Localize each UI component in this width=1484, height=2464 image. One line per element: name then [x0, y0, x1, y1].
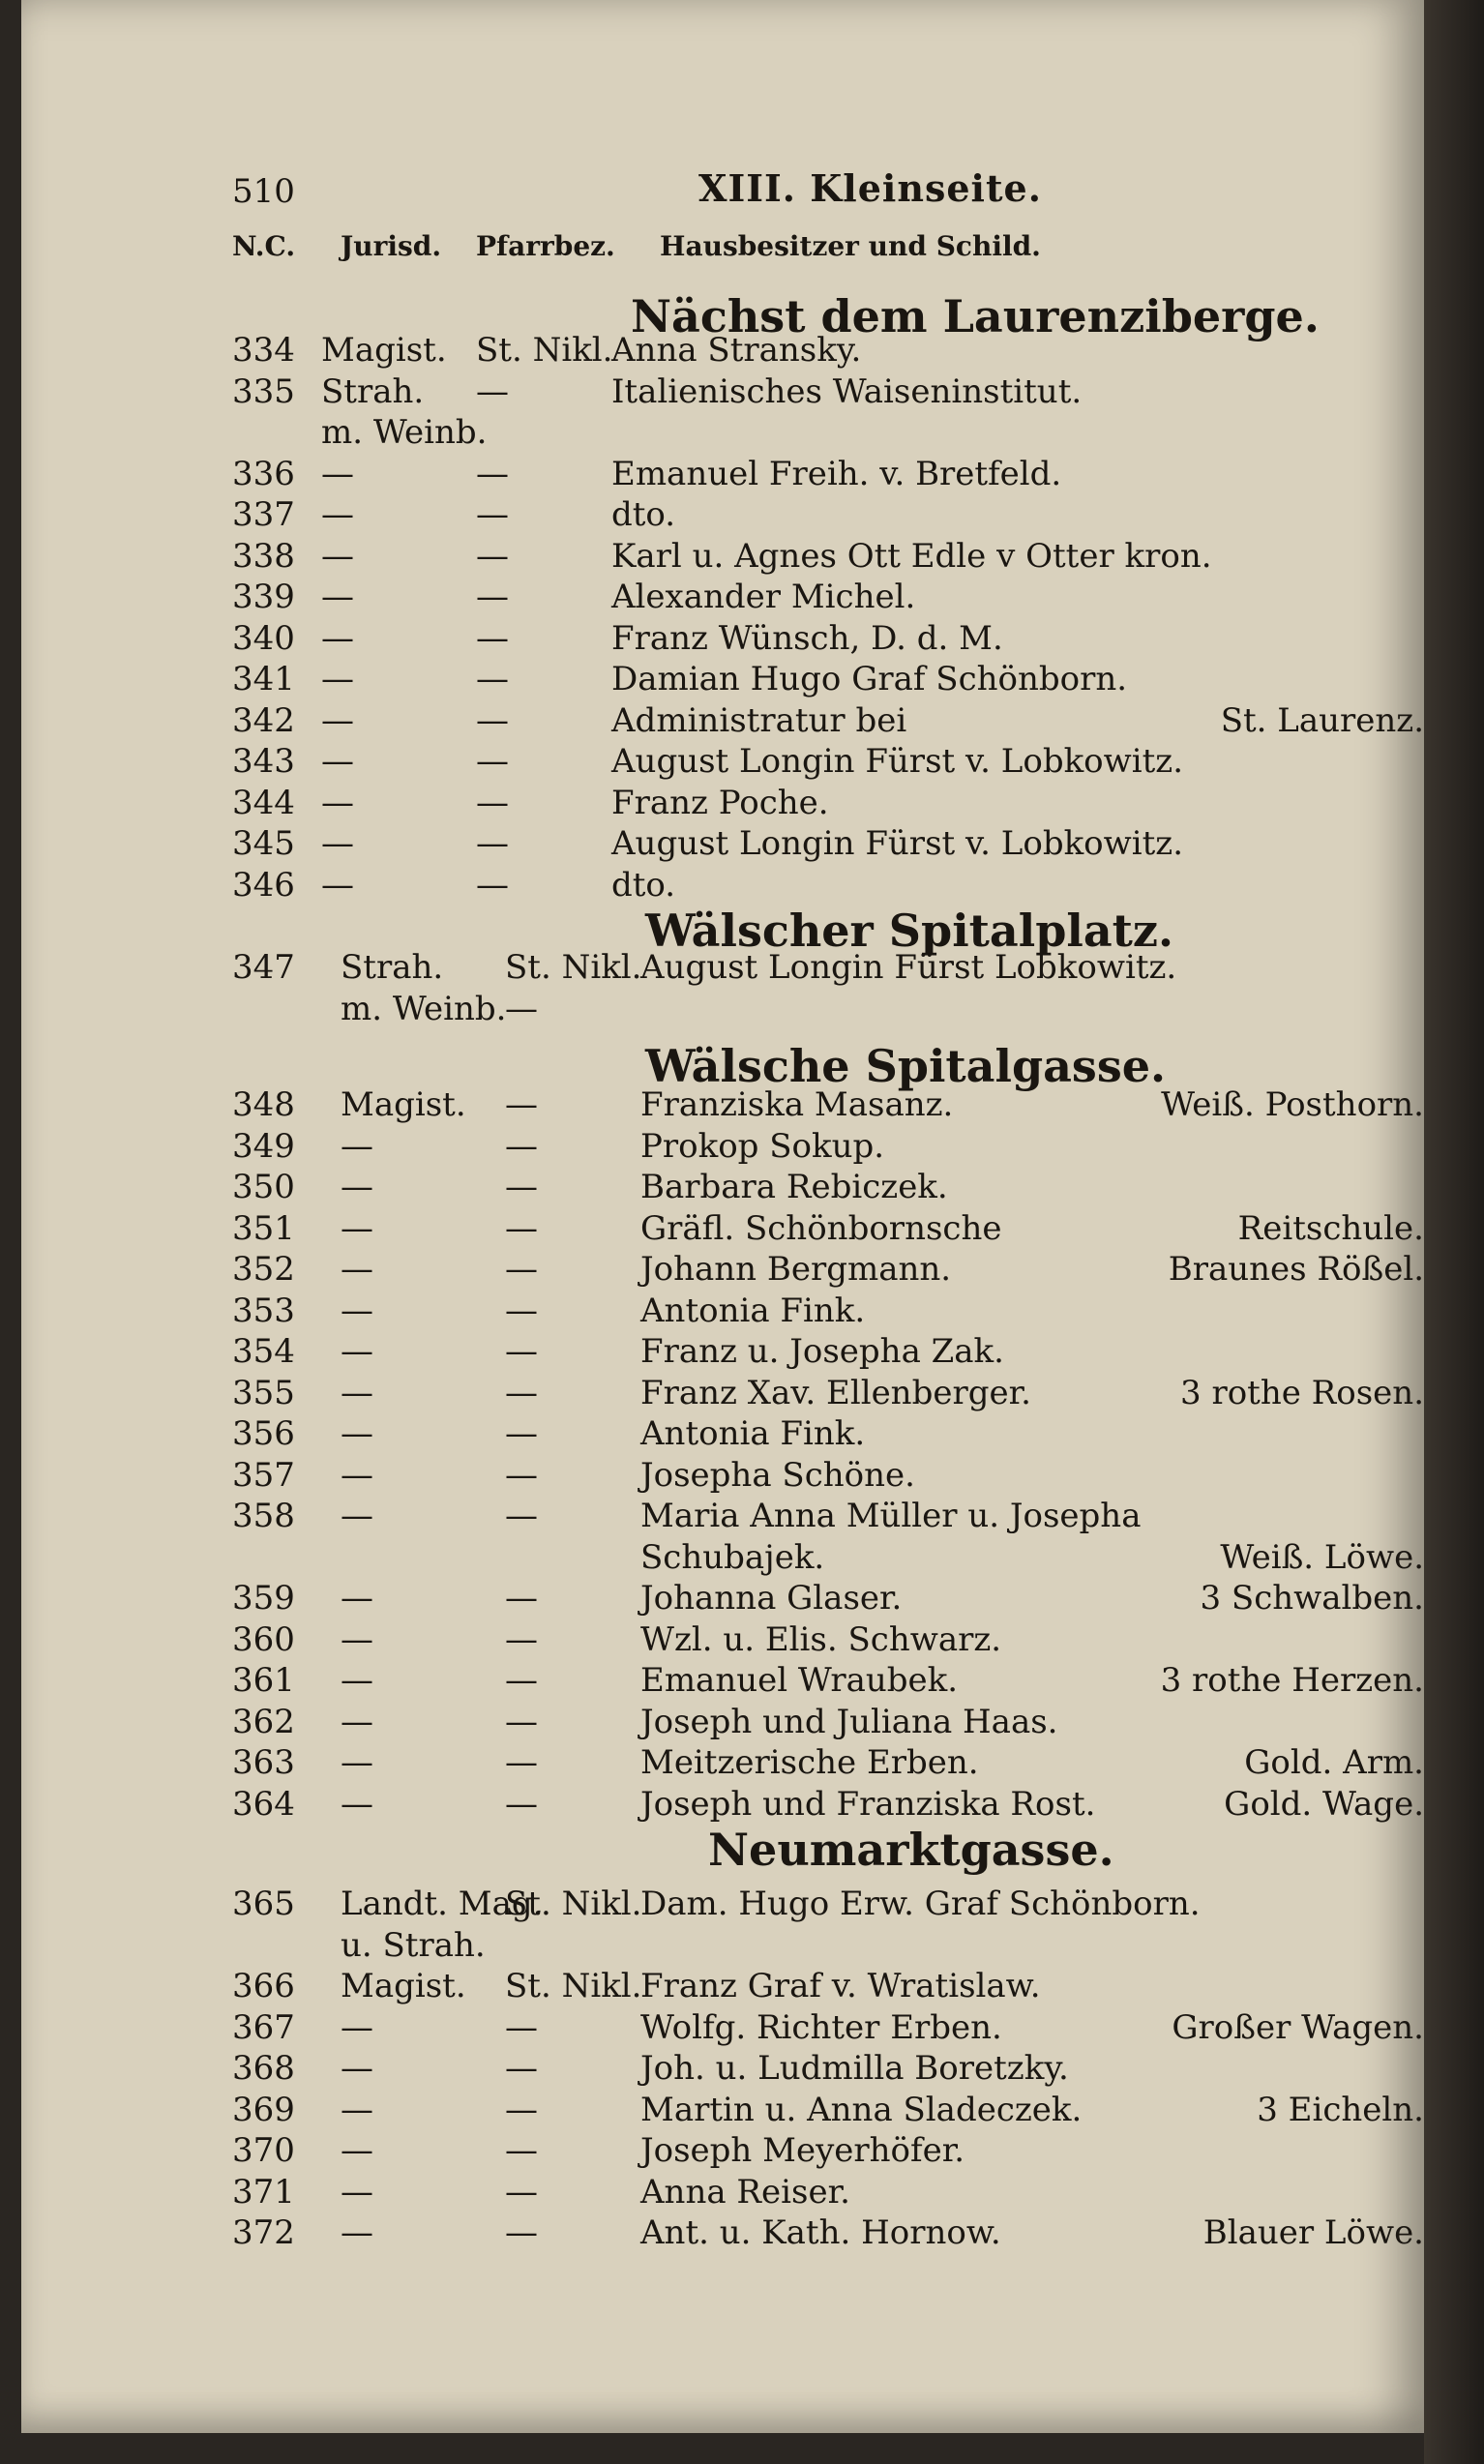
jurisdiction: —	[341, 1126, 373, 1166]
house-number: 362	[232, 1702, 295, 1741]
jurisdiction: —	[321, 618, 354, 658]
section-title: Wälsche Spitalgasse.	[645, 1040, 1167, 1092]
table-row	[21, 742, 1424, 783]
house-number: 370	[232, 2131, 295, 2170]
owner: Franz Poche.	[611, 783, 829, 822]
parish: —	[476, 700, 509, 740]
jurisdiction: —	[341, 1414, 373, 1453]
owner: Anna Stransky.	[611, 331, 862, 370]
jurisdiction: —	[341, 1497, 373, 1535]
owner: Prokop Sokup.	[640, 1126, 885, 1166]
jurisdiction: —	[341, 2090, 373, 2129]
house-number: 341	[232, 660, 295, 698]
owner: Johanna Glaser.	[640, 1579, 903, 1618]
jurisdiction: Magist.	[341, 1085, 466, 1124]
jurisdiction: —	[341, 1208, 373, 1248]
owner: August Longin Fürst Lobkowitz.	[640, 948, 1177, 987]
house-sign: Weiß. Posthorn.	[1161, 1085, 1424, 1124]
jurisdiction: —	[341, 1373, 373, 1412]
house-number: 351	[232, 1208, 295, 1248]
owner: Josepha Schöne.	[640, 1455, 915, 1495]
table-row	[21, 1579, 1424, 1619]
table-row	[21, 948, 1424, 989]
house-number: 371	[232, 2172, 295, 2212]
page-number: 510	[232, 172, 295, 211]
jurisdiction: Magist.	[341, 1967, 466, 2005]
parish: —	[505, 1455, 538, 1495]
table-row	[21, 372, 1424, 413]
house-sign: 3 rothe Rosen.	[1180, 1373, 1424, 1412]
jurisdiction: —	[321, 660, 354, 698]
parish: —	[505, 2172, 538, 2212]
parish: —	[476, 618, 509, 658]
parish: —	[505, 989, 538, 1028]
table-row	[21, 866, 1424, 906]
owner: Joseph Meyerhöfer.	[640, 2131, 965, 2170]
parish: —	[476, 371, 509, 411]
owner: Franz Wünsch, D. d. M.	[611, 618, 1003, 658]
owner: Meitzerische Erben.	[640, 1743, 979, 1782]
house-sign: Gold. Arm.	[1244, 1743, 1424, 1782]
table-row	[21, 578, 1424, 618]
table-row	[21, 1926, 1424, 1967]
owner: Maria Anna Müller u. Josepha	[640, 1497, 1142, 1535]
table-row	[21, 1967, 1424, 2007]
jurisdiction: —	[321, 454, 354, 493]
house-number: 354	[232, 1332, 295, 1371]
table-row	[21, 2131, 1424, 2172]
house-sign: 3 rothe Herzen.	[1160, 1661, 1424, 1700]
house-sign: St. Laurenz.	[1220, 700, 1424, 740]
jurisdiction: Strah.	[321, 371, 425, 411]
parish: —	[505, 1126, 538, 1166]
table-row	[21, 619, 1424, 660]
jurisdiction: —	[321, 536, 354, 576]
owner: Administratur bei	[611, 700, 907, 740]
table-row	[21, 2091, 1424, 2131]
jurisdiction: Landt. Mag.	[341, 1885, 544, 1923]
table-row	[21, 1538, 1424, 1579]
owner: dto.	[611, 495, 676, 534]
parish: —	[476, 783, 509, 822]
parish: —	[505, 1579, 538, 1618]
parish: —	[476, 536, 509, 576]
house-number: 344	[232, 783, 295, 822]
parish: —	[505, 1168, 538, 1206]
jurisdiction: m. Weinb.	[321, 413, 488, 452]
table-row	[21, 1291, 1424, 1332]
house-number: 358	[232, 1497, 295, 1535]
parish: —	[505, 2049, 538, 2088]
house-sign: 3 Eicheln.	[1257, 2090, 1424, 2129]
jurisdiction: m. Weinb.	[341, 989, 507, 1028]
jurisdiction: —	[321, 783, 354, 822]
jurisdiction: —	[341, 1291, 373, 1330]
parish: —	[505, 1332, 538, 1371]
parish: —	[505, 2131, 538, 2170]
house-number: 350	[232, 1168, 295, 1206]
table-row	[21, 2173, 1424, 2213]
table-row	[21, 413, 1424, 454]
parish: —	[476, 742, 509, 781]
table-row	[21, 1785, 1424, 1826]
jurisdiction: —	[341, 1661, 373, 1700]
parish: —	[505, 1085, 538, 1124]
table-row	[21, 2008, 1424, 2049]
table-row	[21, 455, 1424, 495]
house-number: 359	[232, 1579, 295, 1618]
parish: —	[505, 1208, 538, 1248]
owner: Franz Graf v. Wratislaw.	[640, 1967, 1041, 2005]
parish: —	[505, 1619, 538, 1659]
jurisdiction: —	[341, 1702, 373, 1741]
jurisdiction: —	[341, 2007, 373, 2047]
column-header-jurisd: Jurisd.	[341, 230, 442, 262]
jurisdiction: —	[341, 1332, 373, 1371]
table-row	[21, 990, 1424, 1030]
house-number: 372	[232, 2213, 295, 2252]
parish: —	[476, 660, 509, 698]
house-sign: Weiß. Löwe.	[1220, 1537, 1424, 1577]
table-row	[21, 1085, 1424, 1126]
column-header-owner: Hausbesitzer und Schild.	[660, 230, 1041, 262]
table-row	[21, 1168, 1424, 1208]
table-row	[21, 1414, 1424, 1455]
owner: Franziska Masanz.	[640, 1085, 954, 1124]
table-row	[21, 660, 1424, 700]
jurisdiction: —	[321, 578, 354, 616]
owner: August Longin Fürst v. Lobkowitz.	[611, 742, 1184, 781]
parish: St. Nikl.	[505, 1967, 642, 2005]
parish: —	[505, 1250, 538, 1289]
table-row	[21, 1250, 1424, 1291]
house-number: 340	[232, 618, 295, 658]
table-row	[21, 1661, 1424, 1702]
house-number: 367	[232, 2007, 295, 2047]
owner: Karl u. Agnes Ott Edle v Otter kron.	[611, 536, 1212, 576]
house-number: 360	[232, 1619, 295, 1659]
jurisdiction: —	[341, 2131, 373, 2170]
owner: Barbara Rebiczek.	[640, 1168, 948, 1206]
table-row	[21, 1620, 1424, 1661]
table-row	[21, 2213, 1424, 2254]
house-number: 347	[232, 948, 295, 987]
owner: Antonia Fink.	[640, 1414, 866, 1453]
house-number: 345	[232, 824, 295, 863]
owner: Gräfl. Schönbornsche	[640, 1208, 1002, 1248]
jurisdiction: —	[321, 495, 354, 534]
house-number: 349	[232, 1126, 295, 1166]
parish: —	[505, 2213, 538, 2252]
house-number: 355	[232, 1373, 295, 1412]
house-number: 352	[232, 1250, 295, 1289]
book-edge	[1424, 0, 1484, 2464]
jurisdiction: —	[341, 2172, 373, 2212]
parish: —	[476, 578, 509, 616]
table-row	[21, 495, 1424, 536]
section-title: Neumarktgasse.	[708, 1824, 1114, 1876]
owner: Wolfg. Richter Erben.	[640, 2007, 1002, 2047]
jurisdiction: —	[341, 1743, 373, 1782]
jurisdiction: —	[321, 865, 354, 905]
page-title: XIII. Kleinseite.	[698, 166, 1042, 210]
table-row	[21, 1374, 1424, 1414]
jurisdiction: —	[341, 1455, 373, 1495]
parish: —	[505, 2090, 538, 2129]
table-row	[21, 1332, 1424, 1373]
jurisdiction: —	[321, 824, 354, 863]
house-number: 356	[232, 1414, 295, 1453]
parish: St. Nikl.	[476, 331, 613, 370]
house-sign: Blauer Löwe.	[1202, 2213, 1424, 2252]
house-number: 353	[232, 1291, 295, 1330]
house-sign: 3 Schwalben.	[1200, 1579, 1424, 1618]
table-row	[21, 537, 1424, 578]
house-number: 343	[232, 742, 295, 781]
owner: Franz u. Josepha Zak.	[640, 1332, 1004, 1371]
owner: dto.	[611, 865, 676, 905]
table-row	[21, 701, 1424, 742]
table-row	[21, 824, 1424, 865]
jurisdiction: —	[341, 1168, 373, 1206]
owner: Joh. u. Ludmilla Boretzky.	[640, 2049, 1069, 2088]
owner: Antonia Fink.	[640, 1291, 866, 1330]
owner: Martin u. Anna Sladeczek.	[640, 2090, 1083, 2129]
parish: St. Nikl.	[505, 948, 642, 987]
parish: —	[505, 1373, 538, 1412]
table-row	[21, 1127, 1424, 1168]
owner: Johann Bergmann.	[640, 1250, 952, 1289]
table-row	[21, 784, 1424, 824]
table-row	[21, 1885, 1424, 1925]
document-page	[21, 0, 1424, 2433]
parish: —	[505, 1291, 538, 1330]
house-number: 361	[232, 1661, 295, 1700]
owner: Wzl. u. Elis. Schwarz.	[640, 1619, 1002, 1659]
house-number: 366	[232, 1967, 295, 2005]
house-number: 335	[232, 371, 295, 411]
house-number: 334	[232, 331, 295, 370]
house-sign: Gold. Wage.	[1224, 1784, 1424, 1824]
owner: Alexander Michel.	[611, 578, 916, 616]
owner: Damian Hugo Graf Schönborn.	[611, 660, 1128, 698]
owner: Joseph und Juliana Haas.	[640, 1702, 1058, 1741]
owner: Ant. u. Kath. Hornow.	[640, 2213, 1001, 2252]
house-number: 357	[232, 1455, 295, 1495]
table-row	[21, 1743, 1424, 1784]
jurisdiction: —	[341, 1784, 373, 1824]
parish: —	[505, 2007, 538, 2047]
table-row	[21, 1497, 1424, 1537]
parish: —	[476, 824, 509, 863]
section-title: Nächst dem Laurenziberge.	[631, 290, 1320, 342]
house-number: 339	[232, 578, 295, 616]
owner: Franz Xav. Ellenberger.	[640, 1373, 1031, 1412]
owner: Schubajek.	[640, 1537, 825, 1577]
house-number: 369	[232, 2090, 295, 2129]
parish: —	[505, 1414, 538, 1453]
parish: —	[476, 454, 509, 493]
table-row	[21, 1456, 1424, 1497]
owner: Emanuel Wraubek.	[640, 1661, 959, 1700]
owner: Dam. Hugo Erw. Graf Schönborn.	[640, 1885, 1201, 1923]
house-number: 365	[232, 1885, 295, 1923]
jurisdiction: —	[341, 2049, 373, 2088]
parish: St. Nikl.	[505, 1885, 642, 1923]
column-header-nc: N.C.	[232, 230, 296, 262]
parish: —	[505, 1702, 538, 1741]
parish: —	[505, 1661, 538, 1700]
jurisdiction: Magist.	[321, 331, 447, 370]
jurisdiction: Strah.	[341, 948, 444, 987]
table-row	[21, 1209, 1424, 1250]
column-header-pfarr: Pfarrbez.	[476, 230, 615, 262]
parish: —	[476, 495, 509, 534]
house-sign: Reitschule.	[1237, 1208, 1424, 1248]
parish: —	[505, 1784, 538, 1824]
owner: Emanuel Freih. v. Bretfeld.	[611, 454, 1062, 493]
house-number: 342	[232, 700, 295, 740]
owner: August Longin Fürst v. Lobkowitz.	[611, 824, 1184, 863]
table-row	[21, 331, 1424, 371]
parish: —	[505, 1497, 538, 1535]
parish: —	[505, 1743, 538, 1782]
house-sign: Großer Wagen.	[1172, 2007, 1424, 2047]
owner: Italienisches Waiseninstitut.	[611, 371, 1083, 411]
house-number: 338	[232, 536, 295, 576]
table-row	[21, 2049, 1424, 2090]
house-number: 336	[232, 454, 295, 493]
owner: Joseph und Franziska Rost.	[640, 1784, 1096, 1824]
jurisdiction: —	[341, 1619, 373, 1659]
jurisdiction: u. Strah.	[341, 1925, 486, 1965]
house-sign: Braunes Rößel.	[1168, 1250, 1424, 1289]
jurisdiction: —	[321, 742, 354, 781]
parish: —	[476, 865, 509, 905]
house-number: 348	[232, 1085, 295, 1124]
table-row	[21, 1703, 1424, 1743]
house-number: 364	[232, 1784, 295, 1824]
house-number: 346	[232, 865, 295, 905]
jurisdiction: —	[341, 1579, 373, 1618]
jurisdiction: —	[321, 700, 354, 740]
house-number: 363	[232, 1743, 295, 1782]
house-number: 337	[232, 495, 295, 534]
jurisdiction: —	[341, 1250, 373, 1289]
section-title: Wälscher Spitalplatz.	[645, 905, 1174, 957]
jurisdiction: —	[341, 2213, 373, 2252]
house-number: 368	[232, 2049, 295, 2088]
owner: Anna Reiser.	[640, 2172, 850, 2212]
